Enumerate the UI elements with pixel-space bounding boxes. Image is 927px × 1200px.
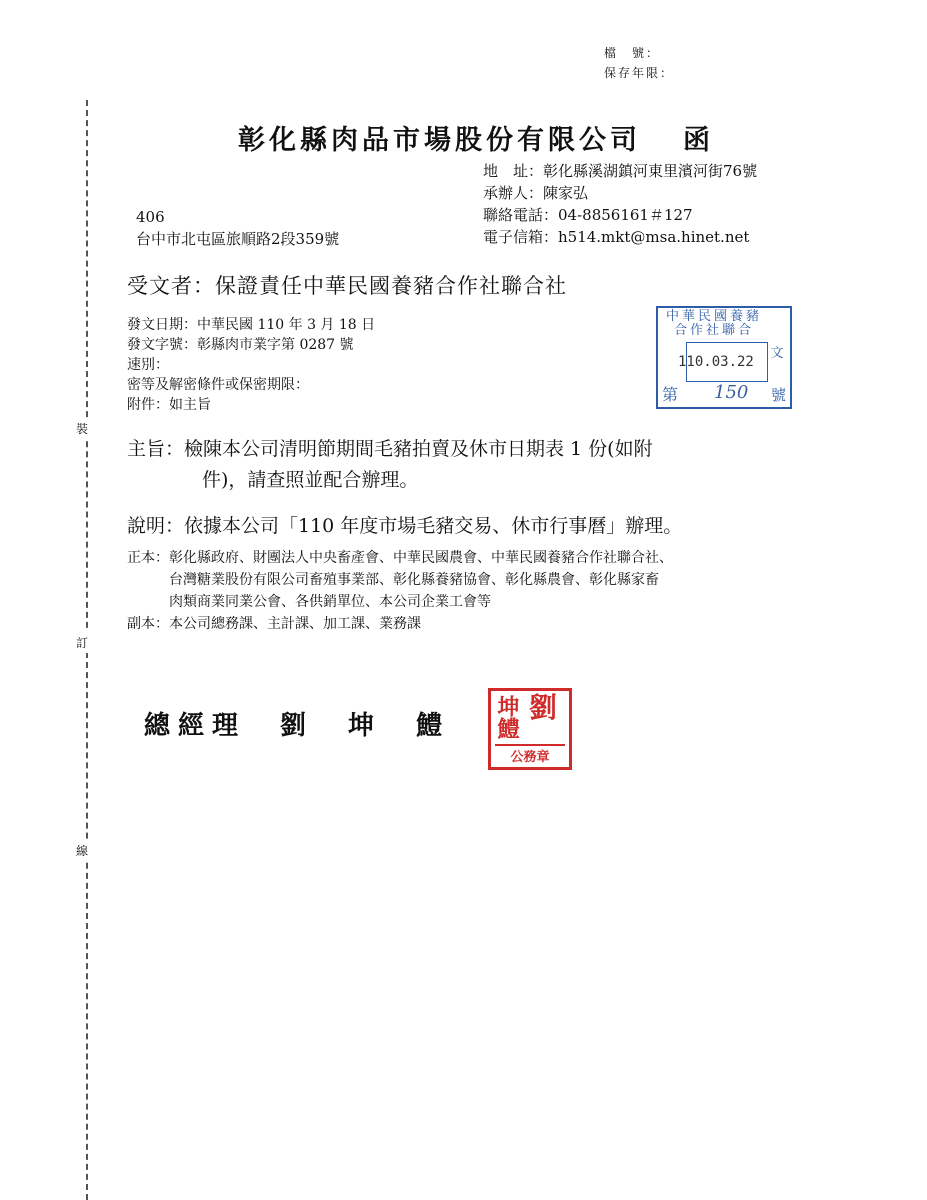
attachment: 附件：如主旨 bbox=[127, 397, 211, 413]
security-level: 密等及解密條件或保密期限： bbox=[127, 377, 309, 393]
subject-line-2: 件)，請查照並配合辦理。 bbox=[202, 469, 419, 491]
main-recipients-line-1: 正本：彰化縣政府、財團法人中央畜產會、中華民國農會、中華民國養豬合作社聯合社、 bbox=[127, 550, 673, 566]
seal-footer: 公務章 bbox=[495, 744, 565, 765]
document-title bbox=[238, 118, 714, 157]
sender-address: 地 址：彰化縣溪湖鎮河東里濱河街76號 bbox=[483, 162, 758, 180]
postal-code: 406 bbox=[136, 208, 165, 226]
main-recipients-line-2: 台灣糖業股份有限公司畜殖事業部、彰化縣養豬協會、彰化縣農會、彰化縣家畜 bbox=[169, 572, 659, 588]
received-stamp bbox=[656, 306, 792, 409]
subject bbox=[127, 434, 807, 496]
recipient-address bbox=[136, 206, 339, 250]
received-stamp-hao: 號 bbox=[770, 386, 786, 404]
recipient: 受文者：保證責任中華民國養豬合作社聯合社 bbox=[127, 274, 567, 298]
distribution-list bbox=[127, 547, 673, 635]
doc-type: 函 bbox=[683, 125, 714, 156]
sender-phone: 聯絡電話：04-8856161＃127 bbox=[483, 206, 693, 224]
explanation: 說明：依據本公司「110 年度市場毛豬交易、休市行事曆」辦理。 bbox=[127, 515, 683, 537]
binding-char-xian: 線 bbox=[76, 840, 88, 861]
retention-period-label: 保存年限： bbox=[604, 66, 675, 80]
file-number-label: 檔 號： bbox=[604, 46, 661, 60]
received-stamp-wen: 文 bbox=[770, 346, 784, 361]
copy-recipients: 副本：本公司總務課、主計課、加工課、業務課 bbox=[127, 616, 421, 632]
org-name: 彰化縣肉品市場股份有限公司 bbox=[238, 125, 641, 156]
signature: 總經理 劉 坤 鱧 bbox=[144, 711, 451, 741]
sender-email: 電子信箱：h514.mkt@msa.hinet.net bbox=[483, 228, 750, 246]
issue-info bbox=[127, 315, 375, 415]
received-stamp-number: 150 bbox=[714, 382, 749, 403]
seal-chars-left: 坤鱧 bbox=[494, 695, 520, 739]
issue-date: 發文日期：中華民國 110 年 3 月 18 日 bbox=[127, 317, 376, 333]
sender-info bbox=[483, 160, 757, 248]
binding-char-zhuang: 裝 bbox=[76, 418, 88, 439]
official-seal bbox=[488, 688, 572, 770]
sender-handler: 承辦人：陳家弘 bbox=[483, 184, 589, 202]
recipient-street-address: 台中市北屯區旅順路2段359號 bbox=[136, 230, 340, 248]
seal-chars-right: 劉 bbox=[529, 691, 558, 724]
document-number: 發文字號：彰縣肉市業字第 0287 號 bbox=[127, 337, 354, 353]
subject-line-1: 主旨：檢陳本公司清明節期間毛豬拍賣及休市日期表 1 份(如附 bbox=[127, 438, 653, 460]
main-recipients-line-3: 肉類商業同業公會、各供銷單位、本公司企業工會等 bbox=[169, 594, 491, 610]
speed-class: 速別： bbox=[127, 357, 169, 373]
binding-char-ding: 訂 bbox=[76, 632, 88, 653]
received-stamp-org: 中華民國養豬合作社聯合 bbox=[665, 309, 762, 338]
received-stamp-date: 110.03.22 bbox=[678, 354, 754, 370]
received-stamp-di: 第 bbox=[662, 385, 679, 404]
